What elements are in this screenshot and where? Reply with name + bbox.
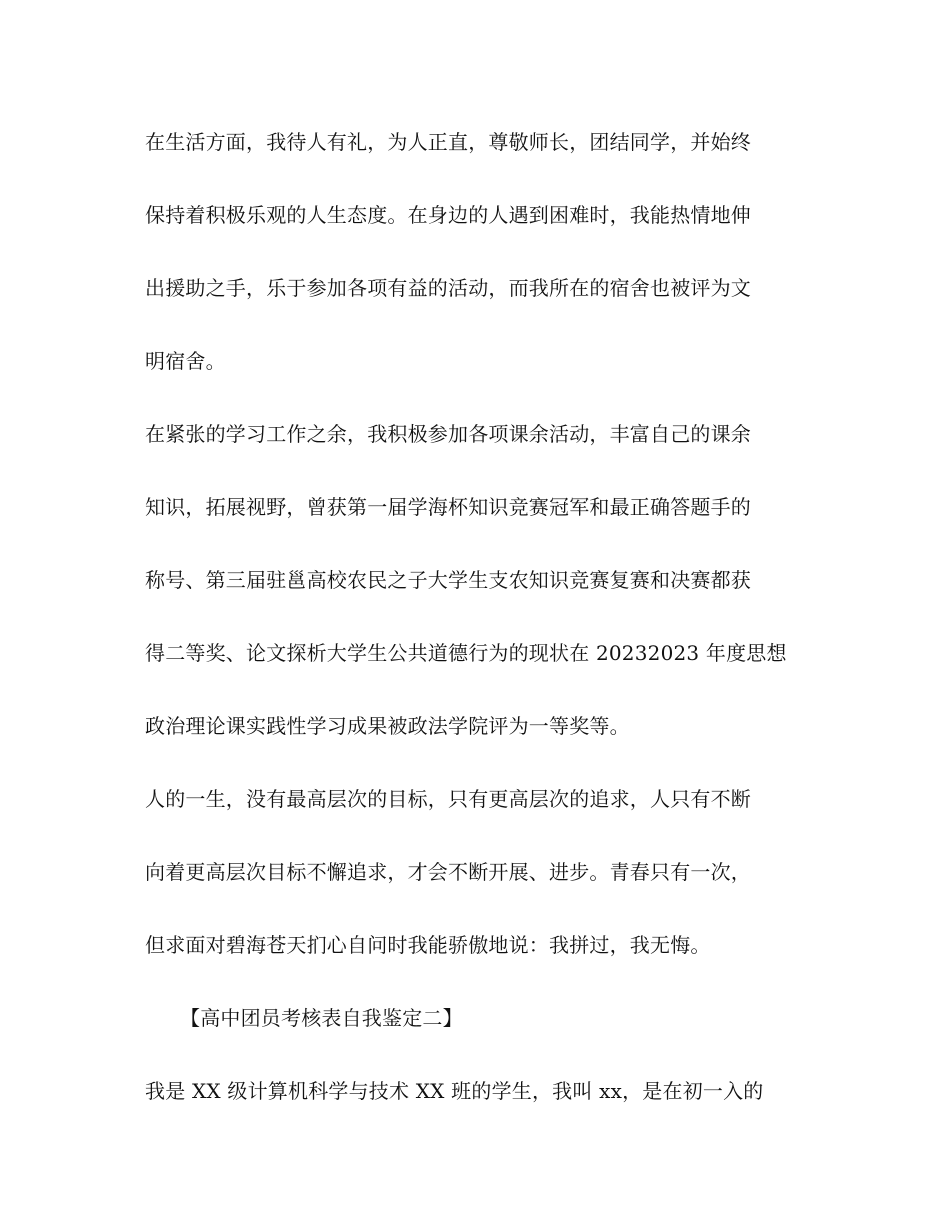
section-heading: 【高中团员考核表自我鉴定二】	[180, 1006, 463, 1030]
paragraph-line: 称号、第三届驻邕高校农民之子大学生支农知识竞赛复赛和决赛都获	[145, 568, 751, 592]
paragraph-line: 保持着积极乐观的人生态度。在身边的人遇到困难时，我能热情地伸	[145, 203, 751, 227]
paragraph-line: 知识，拓展视野，曾获第一届学海杯知识竞赛冠军和最正确答题手的	[145, 495, 751, 519]
paragraph-line: 政治理论课实践性学习成果被政法学院评为一等奖等。	[145, 714, 630, 738]
paragraph-line: 明宿舍。	[145, 349, 226, 373]
paragraph-line: 人的一生，没有最高层次的目标，只有更高层次的追求，人只有不断	[145, 787, 751, 811]
paragraph-line: 在生活方面，我待人有礼，为人正直，尊敬师长，团结同学，并始终	[145, 130, 751, 154]
paragraph-line: 我是 XX 级计算机科学与技术 XX 班的学生，我叫 xx，是在初一入的	[145, 1079, 764, 1103]
paragraph-line: 得二等奖、论文探析大学生公共道德行为的现状在 20232023 年度思想	[145, 641, 787, 665]
paragraph-line: 在紧张的学习工作之余，我积极参加各项课余活动，丰富自己的课余	[145, 422, 751, 446]
paragraph-line: 但求面对碧海苍天扪心自问时我能骄傲地说：我拼过，我无悔。	[145, 933, 711, 957]
paragraph-line: 出援助之手，乐于参加各项有益的活动，而我所在的宿舍也被评为文	[145, 276, 751, 300]
paragraph-line: 向着更高层次目标不懈追求，才会不断开展、进步。青春只有一次，	[145, 860, 751, 884]
